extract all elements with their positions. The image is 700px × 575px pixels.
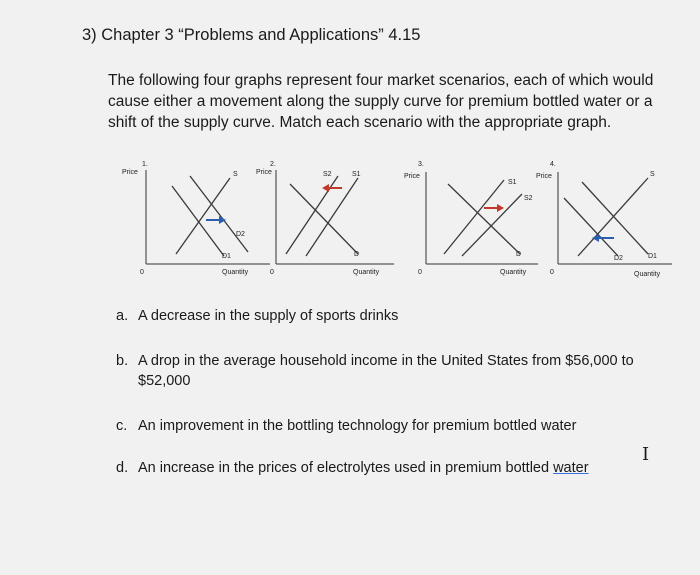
graph-4-curve-label: D1: [648, 253, 657, 260]
graph-2: [256, 161, 394, 276]
question-title: [82, 26, 420, 45]
graph-3-demand-d: [448, 184, 520, 254]
graph-4-number: 4.: [550, 161, 556, 168]
graph-3-curve-label: S2: [524, 195, 533, 202]
graph-4: [536, 161, 672, 278]
option-b-text-line2: $52,000: [138, 373, 191, 389]
graph-4-y-label: Price: [536, 173, 552, 180]
graphs-figure: [118, 158, 678, 288]
option-b[interactable]: [116, 351, 676, 391]
graph-2-demand-d: [290, 184, 358, 254]
graph-3: [404, 161, 538, 276]
graph-1-supply-curve: [176, 178, 230, 254]
option-c-label: c.: [116, 418, 128, 434]
graph-4-x-label: Quantity: [634, 271, 661, 278]
graph-3-curve-label: S1: [508, 179, 517, 186]
option-d-underlined-word: water: [553, 460, 589, 476]
graph-2-origin: 0: [270, 269, 274, 276]
intro-text: The following four graphs represent four market scenarios, each of which would cause either a movement along the supply curve for premium bottled water or a shift of the supply curve. Match each scenario with the appropriate graph.: [108, 72, 654, 131]
graph-1-curve-label: D1: [222, 253, 231, 260]
graph-1-demand-d2: [190, 176, 248, 252]
graph-2-curve-label: S1: [352, 171, 361, 178]
graph-1: [122, 161, 270, 276]
graph-1-x-label: Quantity: [222, 269, 249, 276]
graph-3-y-label: Price: [404, 173, 420, 180]
option-d[interactable]: [116, 458, 589, 478]
graph-3-number: 3.: [418, 161, 424, 168]
graph-1-y-label: Price: [122, 169, 138, 176]
graph-4-demand-d1: [582, 182, 648, 254]
graph-1-curve-label: D2: [236, 231, 245, 238]
graph-3-origin: 0: [418, 269, 422, 276]
text-cursor-icon: I: [642, 444, 650, 465]
graph-2-x-label: Quantity: [353, 269, 380, 276]
graph-2-y-label: Price: [256, 169, 272, 176]
option-d-text: An increase in the prices of electrolytes used in premium bottled: [138, 460, 550, 476]
question-number: 3): [82, 26, 97, 44]
question-heading: Chapter 3 “Problems and Applications” 4.15: [101, 26, 421, 44]
graph-4-curve-label: S: [650, 171, 655, 178]
graph-1-origin: 0: [140, 269, 144, 276]
graph-2-curve-label: D: [354, 251, 360, 258]
graph-1-number: 1.: [142, 161, 148, 168]
graph-4-curve-label: D2: [614, 255, 623, 262]
option-a-text: A decrease in the supply of sports drinks: [138, 308, 399, 324]
graph-2-supply-s1: [306, 178, 358, 256]
graph-2-number: 2.: [270, 161, 276, 168]
option-c[interactable]: [116, 416, 576, 436]
graph-1-curve-label: S: [233, 171, 238, 178]
option-b-label: b.: [116, 353, 129, 369]
graph-2-curve-label: S2: [323, 171, 332, 178]
graph-3-curve-label: D: [516, 251, 522, 258]
option-a[interactable]: [116, 306, 398, 326]
graph-3-x-label: Quantity: [500, 269, 527, 276]
graph-4-demand-d2: [564, 198, 618, 256]
option-a-label: a.: [116, 308, 129, 324]
graph-4-origin: 0: [550, 269, 554, 276]
option-d-label: d.: [116, 460, 129, 476]
option-b-text-line1: A drop in the average household income in the United States from $56,000 to: [138, 353, 634, 369]
option-c-text: An improvement in the bottling technology for premium bottled water: [138, 418, 577, 434]
